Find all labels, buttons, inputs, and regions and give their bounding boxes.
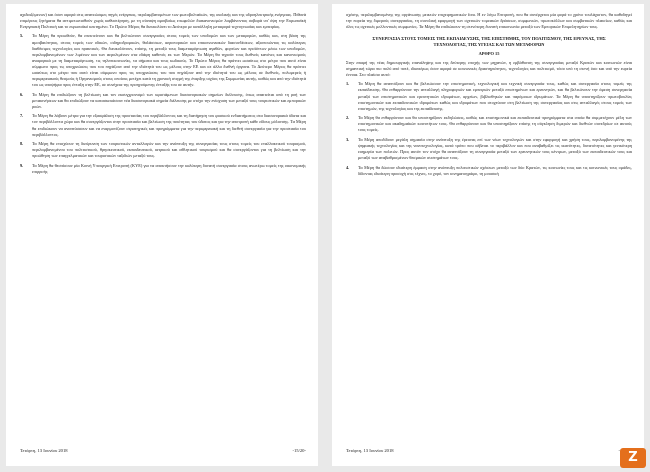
page-16-footer (346, 448, 632, 454)
article-paragraph-4: 4. Τα Μέρη θα δώσουν ιδιαίτερη έμφαση στην ανάπτυξη πολιτιστικών σχέσεων μεταξύ των δύο Κρατών, τις κοινωνίες τους και τις κοινωνικές τους ομάδες, δίδοντας ιδιαίτερη προσοχή στις τέχνες, το χορό, τον κινηματογράφο, τη μουσική (346, 164, 632, 176)
paragraph-8: 8. Τα Μέρη θα ενισχύουν τη διεύρυνση των τουριστικών ανταλλαγών και την ανάπτυξη της συνεργασίας τους στους τομείς του εναλλακτικού τουρισμού, περιλαμβανομένου του πολιτιστικού, θρησκευτικού, εκπαιδευτικού, ιατρικού και αθλητικού τουρισμού και θα συνεργάζονται για τη βελτίωση και την προώθηση των επαγγελματικών και τουριστικών ταξιδιών μεταξύ τους. (20, 141, 306, 159)
page-15-footer (20, 448, 306, 454)
footer-date: Τετάρτη, 13 Ιουνίου 2018 (20, 448, 68, 453)
article-title: ΑΡΘΡΟ 15 (478, 50, 500, 56)
document-page-16 (332, 4, 644, 466)
site-logo-icon: Ζ (620, 448, 646, 468)
article-paragraph-3: 3. Τα Μέρη αποδίδουν μεγάλη σημασία στην ανάπτυξη της έρευνας επί των νέων τεχνολογιών και στην εφαρμογή και χρήση τους, περιλαμβανομένης της ψηφιακής τεχνολογίας και της νανοτεχνολογίας, κατά τρόπο που σέβεται το περιβάλλον και που αναβαθμίζει τις ικανότητες, δυνατότητες και γενικότερη ευημερία των πολιτών. Προς αυτόν τον στόχο θα αναπτύξουν τη συνεργασία μεταξύ των ερευνητικών τους κέντρων, μεταξύ των εκπαιδευτικών τους και μεταξύ των αναβαθμισμένων θεσμικών συστημάτων τους. (346, 136, 632, 161)
document-page-15 (6, 4, 318, 466)
page-16-intro: σχέσης, περιλαμβανομένης της οργάνωσης μεικτών επιχειρηματικών fora. Η εν λόγω Επιτροπή, που θα συνέρχεται μία φορά το χρόνο τουλάχιστον, θα καθοδηγεί την πορεία της διμερούς συνεργασίας, τη συνολική εφαρμογή των σχετικών τομεακών δράσεων, συμφωνιών, πρωτοκόλλων και συμβατικών πλαισίων, καθώς και όλες τις σχετικές μελλοντικές συμφωνίες. Τα Μέρη θα επιδιώκουν τη στενότερη δυνατή επικοινωνία μεταξύ των Εμπορικών Επιμελητηρίων τους. (346, 12, 633, 30)
footer-date: Τετάρτη, 13 Ιουνίου 2018 (346, 448, 394, 453)
paragraph-6: 6. Τα Μέρη θα επιδιώξουν τη βελτίωση και τον εκσυγχρονισμό των υφιστάμενων διασυνοριακών σημείων διέλευσης, όπως απαιτείται από τη ροή των μετακινήσεων και θα επιδιώξουν να κατασκευάσουν νέα διασυνοριακά σημεία διέλευσης με στόχο την ενίσχυση των μεταξύ τους τουριστικών και εμπορικών ροών. (20, 91, 306, 109)
footer-page-number: -15/20- (292, 448, 306, 453)
article-paragraph-2: 2. Τα Μέρη θα ενθαρρύνουν και θα υποστηρίξουν εκδηλώσεις, καθώς και επιστημονικά και εκπαιδευτικά προγράμματα στα οποία θα συμμετέχουν μέλη των επιστημονικών και ακαδημαϊκών κοινοτήτων τους. Θα ενθαρρύνουν και θα υποστηρίξουν επίσης τη σύγκληση διμερών και διεθνών συνεδρίων σε αυτούς τους τομείς. (346, 115, 632, 133)
paragraph-9: 9. Τα Μέρη θα θεσπίσουν μία Κοινή Υπουργική Επιτροπή (ΚΥΕ) για να αποκτήσουν την καλύτερη δυνατή συνεργασία στους ανωτέρω τομείς της οικονομικής επιρροής (20, 162, 306, 174)
page-15-body (20, 12, 306, 178)
paragraph-5: 5. Τα Μέρη θα προωθούν, θα επεκτείνουν και θα βελτιώνουν συνεργασίες στους τομείς των υποδομών και των μεταφορών, καθώς και, στη βάση της αμοιβαιότητας, στους τομείς των οδικών, σιδηροδρομικών, θαλάσσιων, αεροπορικών και επικοινωνιακών διασυνδέσεων, αξιοποιώντας τις καλύτερες διαθέσιμες τεχνολογίες και πρακτικές. Θα διευκολύνουν, επίσης, τη μεταξύ τους διαμεταφόρτωση αγαθών, φορτίων και προϊόντων μέσω των υποδομών, περιλαμβανομένων των λιμένων και των αερολιμένων στα εδάφη καθενός εκ των Μερών. Τα Μέρη θα τηρούν τους διεθνείς κανόνες και κανονισμούς αναφορικά με τη διαμεταφόρτωση, τις τηλεπικοινωνίες, τα σήματα και τους κωδικούς. Το Πρώτο Μέρος θα πράττει ωσαύτως στο μέτρο που αυτό είναι σύμφωνο προς τις υποχρεώσεις που του πηγάζουν από την ιδιότητά του ως μέλους στην ΕΕ και σε άλλα διεθνή όργανα. Το Δεύτερο Μέρος θα πράττει ωσαύτως στο μέτρο που αυτό είναι σύμφωνο προς τις υποχρεώσεις του που πηγάζουν από την ιδιότητά του ως μέλους σε διεθνείς, πολυμερείς ή περιφερειακούς θεσμούς ή Οργανισμούς στους οποίους μετέχει κατά τη χρονική στιγμή της έναρξης ισχύος της Συμφωνίας αυτής, καθώς και από την ιδιότητά του ως υποψήφιο προς ένταξη στην ΕΕ, σε συνέχεια της προηγούμενης ένταξής του σε αυτήν. (20, 33, 306, 88)
article-intro: Στην επαφή της νέας δημιουργικής επανάληψης και της δεύτερης εποχής των μηχανών, η εμβάθυνση της συνεργασίας μεταξύ Κρατών και κοινωνιών είναι σημαντική τώρα πιο πολύ από ποτέ, ιδιαιτέρως όσον αφορά σε κοινωνικές δραστηριότητες, τεχνολογίες και πολιτισμό, τόσο υπό τη στενή όσο και υπό την ευρεία έννοια. Στο πλαίσιο αυτό: (346, 59, 632, 78)
page-15-intro: αχιδαιζόμενων) και όσον αφορά στις ανανεώσιμες πηγές ενέργειας, περιλαμβανομένων των φωτοβολταϊκών, της αιολικής και της υδροηλεκτρικής ενέργειας. Πιθανά επιμέρους ζητήματα θα αντιμετωπισθούν χωρίς καθυστέρηση, με τη σύναψη αμοιβαίως επωφελών διακανονισμών λαμβάνοντας σοβαρά υπ' όψη την Ευρωπαϊκή Ενεργειακή Πολιτική και το ευρωπαϊκό κεκτημένο. Το Πρώτο Μέρος θα διευκολύνει το Δεύτερο με κατάλληλη μεταφορά τεχνογνωσίας και εμπειρίας. (20, 12, 307, 30)
paragraph-7: 7. Τα Μέρη θα λάβουν μέτρα για την εξασφάλιση της προστασίας του περιβάλλοντος και τη διατήρηση του φυσικού ενδιαιτήματος στα διασυνοριακά ύδατα και τον περιβάλλοντα χώρο και θα συνεργάζονται στην προστασία και βελτίωση της ποιότητας του ύδατος και για την αποτροπή κάθε είδους μόλυνσης. Τα Μέρη θα επιδιώκουν να αναπτύσσουν και να εναρμονίζουν στρατηγικές και προγράμματα για την περιφερειακή και τη διεθνή συνεργασία για την προστασία του περιβάλλοντος. (20, 113, 306, 137)
page-16-body (346, 12, 632, 180)
section-heading: ΣΥΝΕΡΓΑΣΙΑ ΣΤΟΥΣ ΤΟΜΕΙΣ ΤΗΣ ΕΚΠΑΙΔΕΥΣΗΣ, ΤΗΣ ΕΠΙΣΤΗΜΗΣ, ΤΟΥ ΠΟΛΙΤΙΣΜΟΥ, ΤΗΣ ΕΡΕΥΝΑΣ, ΤΗΣ ΤΕΧΝΟΛΟΓΙΑΣ, ΤΗΣ ΥΓΕΙΑΣ ΚΑΙ ΤΩΝ ΜΕΤΑΦΟΡΩΝ (372, 36, 606, 48)
article-paragraph-1: 1. Τα Μέρη θα αναπτύξουν και θα βελτιώσουν την επιστημονική, τεχνολογική και τεχνική συνεργασία τους, καθώς και συνεργασία στους τομείς της εκπαίδευσης. Θα ενθαρρύνουν την ανταλλαγή πληροφοριών και εμπειριών μεταξύ επιστημόνων και ερευνητών, και θα βελτιώνουν την άμεση συνεργασία μεταξύ των επιστημονικών και ερευνητικών ιδρυμάτων, αρχείων, βιβλιοθηκών και παρόμοιων ιδρυμάτων. Τα Μέρη θα υποστηρίζουν πρωτοβουλίες επιστημονικών και εκπαιδευτικών ιδρυμάτων καθώς και ιδρυμάτων που στοχεύουν στη βελτίωση της συνεργασίας και στις ανταλλαγές στους τομείς των επιστημών, της τεχνολογίας και της εκπαίδευσης. (346, 81, 632, 111)
